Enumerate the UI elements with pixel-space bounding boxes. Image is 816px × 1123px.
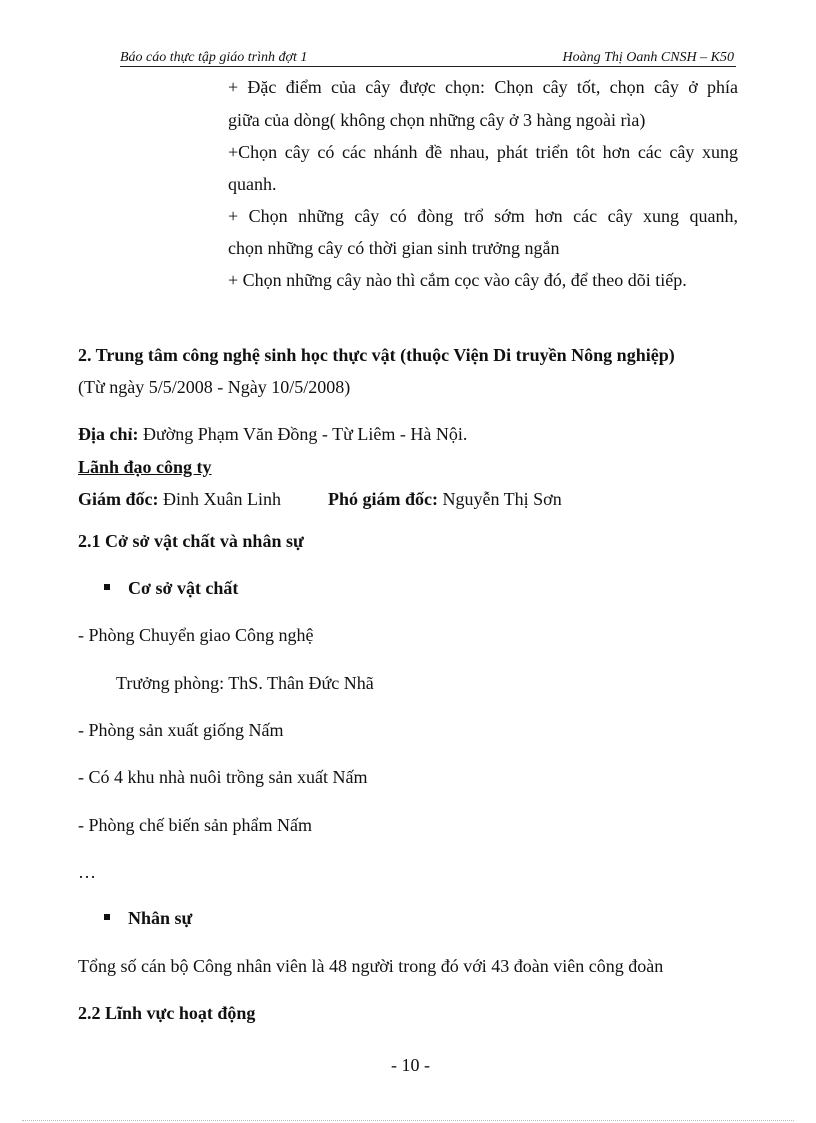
- address-value: Đường Phạm Văn Đồng - Từ Liêm - Hà Nội.: [138, 424, 468, 444]
- section-2-2-heading: 2.2 Lĩnh vực hoạt động: [78, 1003, 256, 1023]
- facility-item: - Có 4 khu nhà nuôi trồng sản xuất Nấm: [78, 767, 368, 787]
- section-2-1-heading: 2.1 Cở sở vật chất và nhân sự: [78, 531, 304, 551]
- leadership-heading: Lãnh đạo công ty: [78, 457, 212, 477]
- list-item-1-line-2: giữa của dòng( không chọn những cây ở 3 hàng ngoài rìa): [228, 110, 646, 130]
- deputy-value: Nguyễn Thị Sơn: [438, 489, 562, 509]
- address-label: Địa chỉ:: [78, 424, 139, 444]
- header-right: Hoàng Thị Oanh CNSH – K50: [562, 50, 734, 65]
- deputy-label: Phó giám đốc:: [328, 489, 438, 509]
- page-bottom-border: [22, 1120, 794, 1121]
- list-item-2-line-1: +Chọn cây có các nhánh đề nhau, phát triển tôt hơn các cây xung: [228, 142, 738, 162]
- bullet-square-icon: [104, 584, 110, 590]
- list-item-1-line-1: + Đặc điểm của cây được chọn: Chọn cây tốt, chọn cây ở phía: [228, 77, 738, 97]
- director-value: Đinh Xuân Linh: [158, 489, 281, 509]
- section-2-dates: (Từ ngày 5/5/2008 - Ngày 10/5/2008): [78, 377, 351, 397]
- facility-item: - Phòng sản xuất giống Nấm: [78, 720, 284, 740]
- staff-text: Tổng số cán bộ Công nhân viên là 48 người trong đó với 43 đoàn viên công đoàn: [78, 956, 664, 976]
- facilities-heading: Cơ sở vật chất: [128, 578, 239, 598]
- director-label: Giám đốc:: [78, 489, 159, 509]
- bullet-square-icon: [104, 914, 110, 920]
- director-line: [78, 489, 281, 510]
- facility-item: - Phòng chế biến sản phẩm Nấm: [78, 815, 312, 835]
- list-item-2-line-2: quanh.: [228, 174, 277, 194]
- list-item-3-line-1: + Chọn những cây có đòng trổ sớm hơn các cây xung quanh,: [228, 206, 738, 226]
- list-item-3-line-2: chọn những cây có thời gian sinh trưởng ngắn: [228, 238, 560, 258]
- list-item-4: + Chọn những cây nào thì cắm cọc vào cây đó, để theo dõi tiếp.: [228, 270, 687, 290]
- facility-item: - Phòng Chuyển giao Công nghệ: [78, 625, 314, 645]
- staff-heading: Nhân sự: [128, 908, 193, 928]
- header-rule: [120, 66, 736, 67]
- ellipsis: …: [78, 862, 96, 882]
- header-left: Báo cáo thực tập giáo trình đợt 1: [120, 50, 308, 65]
- facility-item-head: Trưởng phòng: ThS. Thân Đức Nhã: [116, 673, 374, 693]
- address-line: [78, 424, 467, 445]
- deputy-line: [328, 489, 562, 510]
- page-number: - 10 -: [391, 1055, 430, 1075]
- section-2-heading: 2. Trung tâm công nghệ sinh học thực vật (thuộc Viện Di truyền Nông nghiệp): [78, 345, 675, 365]
